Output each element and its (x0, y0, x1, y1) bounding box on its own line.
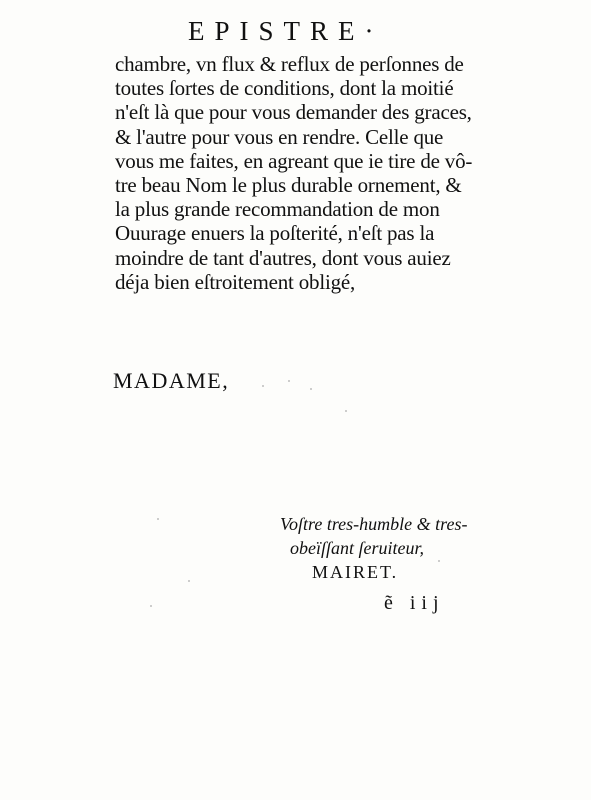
body-text (115, 52, 485, 294)
body-line: & l'autre pour vous en rendre. Celle que (115, 124, 444, 149)
body-line: toutes ſortes de conditions, dont la moitié (115, 76, 454, 101)
paper-speck (262, 385, 264, 387)
paper-speck (157, 518, 159, 520)
body-line: moindre de tant d'autres, dont vous auiez (115, 245, 451, 270)
paper-speck (150, 605, 152, 607)
body-line: la plus grande recommandation de mon (115, 197, 440, 222)
salutation: MADAME, (113, 368, 230, 393)
body-line: Ouurage enuers la poſterité, n'eſt pas la (115, 221, 435, 246)
running-header: EPISTRE· (188, 16, 384, 46)
body-line: n'eſt là que pour vous demander des graces, (115, 100, 472, 125)
body-line: tre beau Nom le plus durable ornement, & (115, 173, 462, 198)
signature-name: MAIRET. (312, 562, 399, 582)
paper-speck (188, 580, 190, 582)
paper-speck (345, 410, 347, 412)
paper-speck (288, 380, 290, 382)
body-line: déja bien eſtroitement obligé, (115, 269, 356, 294)
paper-speck (438, 560, 440, 562)
body-line: vous me faites, en agreant que ie tire de vô- (115, 148, 473, 173)
paper-speck (310, 388, 312, 390)
signature-line-1: Voſtre tres-humble & tres- (280, 514, 468, 534)
signature-mark: ẽ iij (384, 592, 445, 614)
signature-line-2: obeïſſant ſeruiteur, (290, 538, 424, 558)
signature-block (280, 512, 467, 584)
body-line: chambre, vn flux & reflux de perſonnes de (115, 52, 464, 76)
